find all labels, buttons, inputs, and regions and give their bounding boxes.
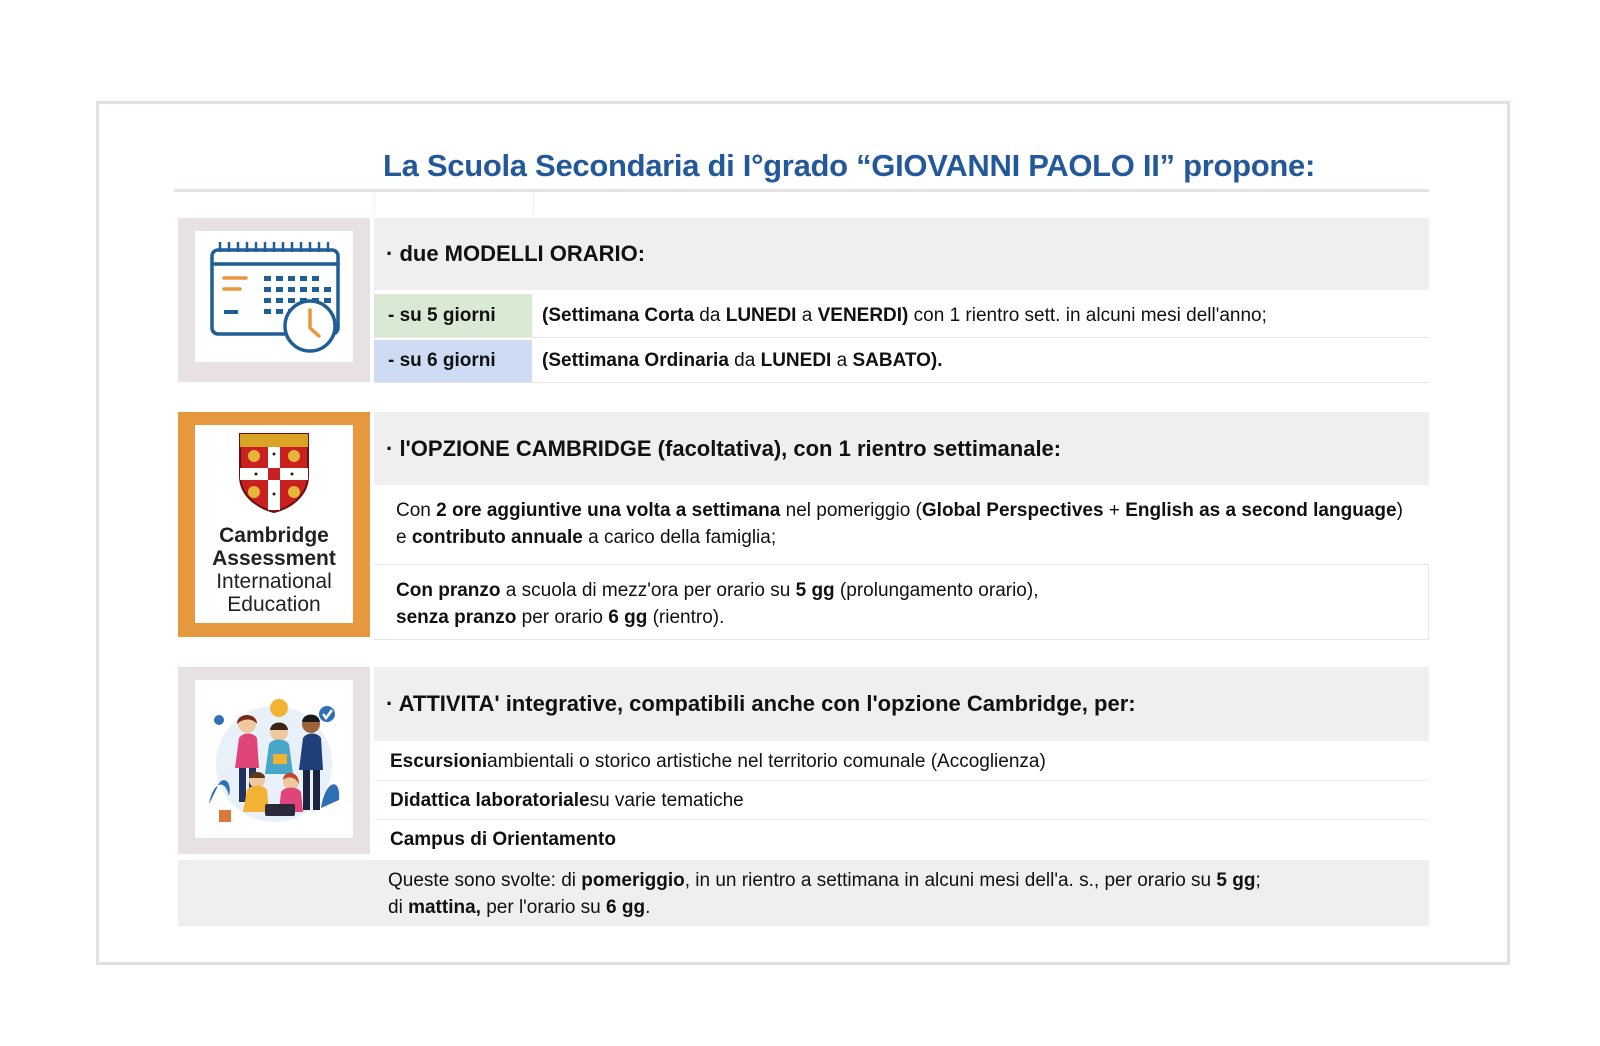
bold-text: English as a second language [1125, 500, 1397, 521]
text: Con [396, 500, 437, 521]
bold-text: LUNEDI [725, 304, 797, 326]
logo-line: Education [227, 593, 321, 616]
bold-text: Global Perspectives [921, 500, 1104, 521]
text: a [796, 304, 818, 326]
text: a scuola di mezz'ora per orario su [500, 580, 796, 601]
bold-text: contributo annuale [411, 527, 583, 548]
bold-text: (Settimana Ordinaria [542, 350, 729, 371]
bold-text: 5 gg [795, 580, 835, 601]
bold-text: LUNEDI [760, 350, 832, 371]
section-heading-orario: · due MODELLI ORARIO: [374, 218, 1429, 290]
bold-text: senza pranzo [396, 607, 517, 628]
logo-line: Cambridge [219, 524, 329, 547]
text: . [645, 897, 651, 918]
text: con 1 rientro sett. in alcuni mesi dell'anno; [908, 304, 1267, 326]
text: ; [1255, 870, 1261, 891]
students-group-illustration [195, 680, 353, 838]
bold-text: Didattica laboratoriale [390, 789, 590, 811]
text: e [396, 527, 412, 548]
page-title: La Scuola Secondaria di I°grado “GIOVANNI PAOLO II” propone: [383, 148, 1315, 183]
text: nel pomeriggio ( [780, 500, 922, 521]
note-line [388, 894, 1429, 921]
cambridge-logo-text [212, 524, 336, 616]
activities-icon-box [178, 667, 370, 854]
table-row [374, 294, 1429, 338]
list-item [374, 782, 1429, 820]
logo-line: Assessment [212, 547, 336, 570]
text: (rientro). [647, 607, 725, 628]
text: da [694, 304, 726, 326]
calendar-clock-icon [195, 231, 353, 362]
text: di [388, 897, 409, 918]
bold-text: 2 ore aggiuntive una volta a settimana [436, 500, 781, 521]
list-item [374, 743, 1429, 781]
title-divider [174, 189, 1429, 192]
bold-text: pomeriggio [581, 870, 685, 891]
note-line [388, 867, 1429, 894]
paragraph-line [396, 577, 1428, 604]
bold-text: 6 gg [606, 897, 646, 918]
schedule-icon-box [178, 218, 370, 382]
text: a [831, 350, 853, 371]
section-heading-attivita: · ATTIVITA' integrative, compatibili anche con l'opzione Cambridge, per: [374, 667, 1429, 741]
activities-schedule-note [178, 860, 1429, 926]
bold-text: (Settimana Corta [542, 304, 695, 326]
bold-text: mattina, [408, 897, 481, 918]
paragraph-line [396, 524, 1429, 551]
table-row [374, 340, 1429, 383]
list-item [374, 821, 1429, 859]
text: , in un rientro a settimana in alcuni mesi dell'a. s., per orario su [684, 870, 1217, 891]
bold-text: VENERDI) [817, 304, 909, 326]
text: (prolungamento orario), [834, 580, 1039, 601]
text: per orario [516, 607, 609, 628]
text: + [1103, 500, 1126, 521]
bold-text: Escursioni [390, 750, 488, 772]
table-ghost-cell [374, 192, 534, 214]
text: ambientali o storico artistiche nel territorio comunale (Accoglienza) [487, 750, 1046, 772]
tag-5-giorni: - su 5 giorni [374, 294, 532, 337]
bold-text: 6 gg [608, 607, 648, 628]
paragraph-line [396, 604, 1428, 631]
cambridge-shield-icon [238, 432, 310, 514]
text: per l'orario su [480, 897, 607, 918]
section-heading-cambridge: · l'OPZIONE CAMBRIDGE (facoltativa), con 1 rientro settimanale: [374, 412, 1429, 485]
bold-text: 5 gg [1216, 870, 1256, 891]
text: Queste sono svolte: di [388, 870, 582, 891]
bold-text: Con pranzo [396, 580, 501, 601]
text: su varie tematiche [589, 789, 744, 811]
bold-text: SABATO). [852, 350, 943, 371]
cambridge-hours-paragraph [374, 497, 1429, 561]
cambridge-lunch-paragraph [374, 564, 1429, 640]
cambridge-logo [195, 425, 353, 623]
bold-text: Campus di Orientamento [390, 829, 616, 850]
row-text [532, 350, 943, 372]
row-text [532, 305, 1267, 327]
logo-line: International [216, 570, 332, 593]
text: a carico della famiglia; [582, 527, 777, 548]
paragraph-line [396, 497, 1429, 524]
text: ) [1396, 500, 1403, 521]
tag-6-giorni: - su 6 giorni [374, 340, 532, 382]
text: da [728, 350, 761, 371]
cambridge-logo-box [178, 412, 370, 637]
